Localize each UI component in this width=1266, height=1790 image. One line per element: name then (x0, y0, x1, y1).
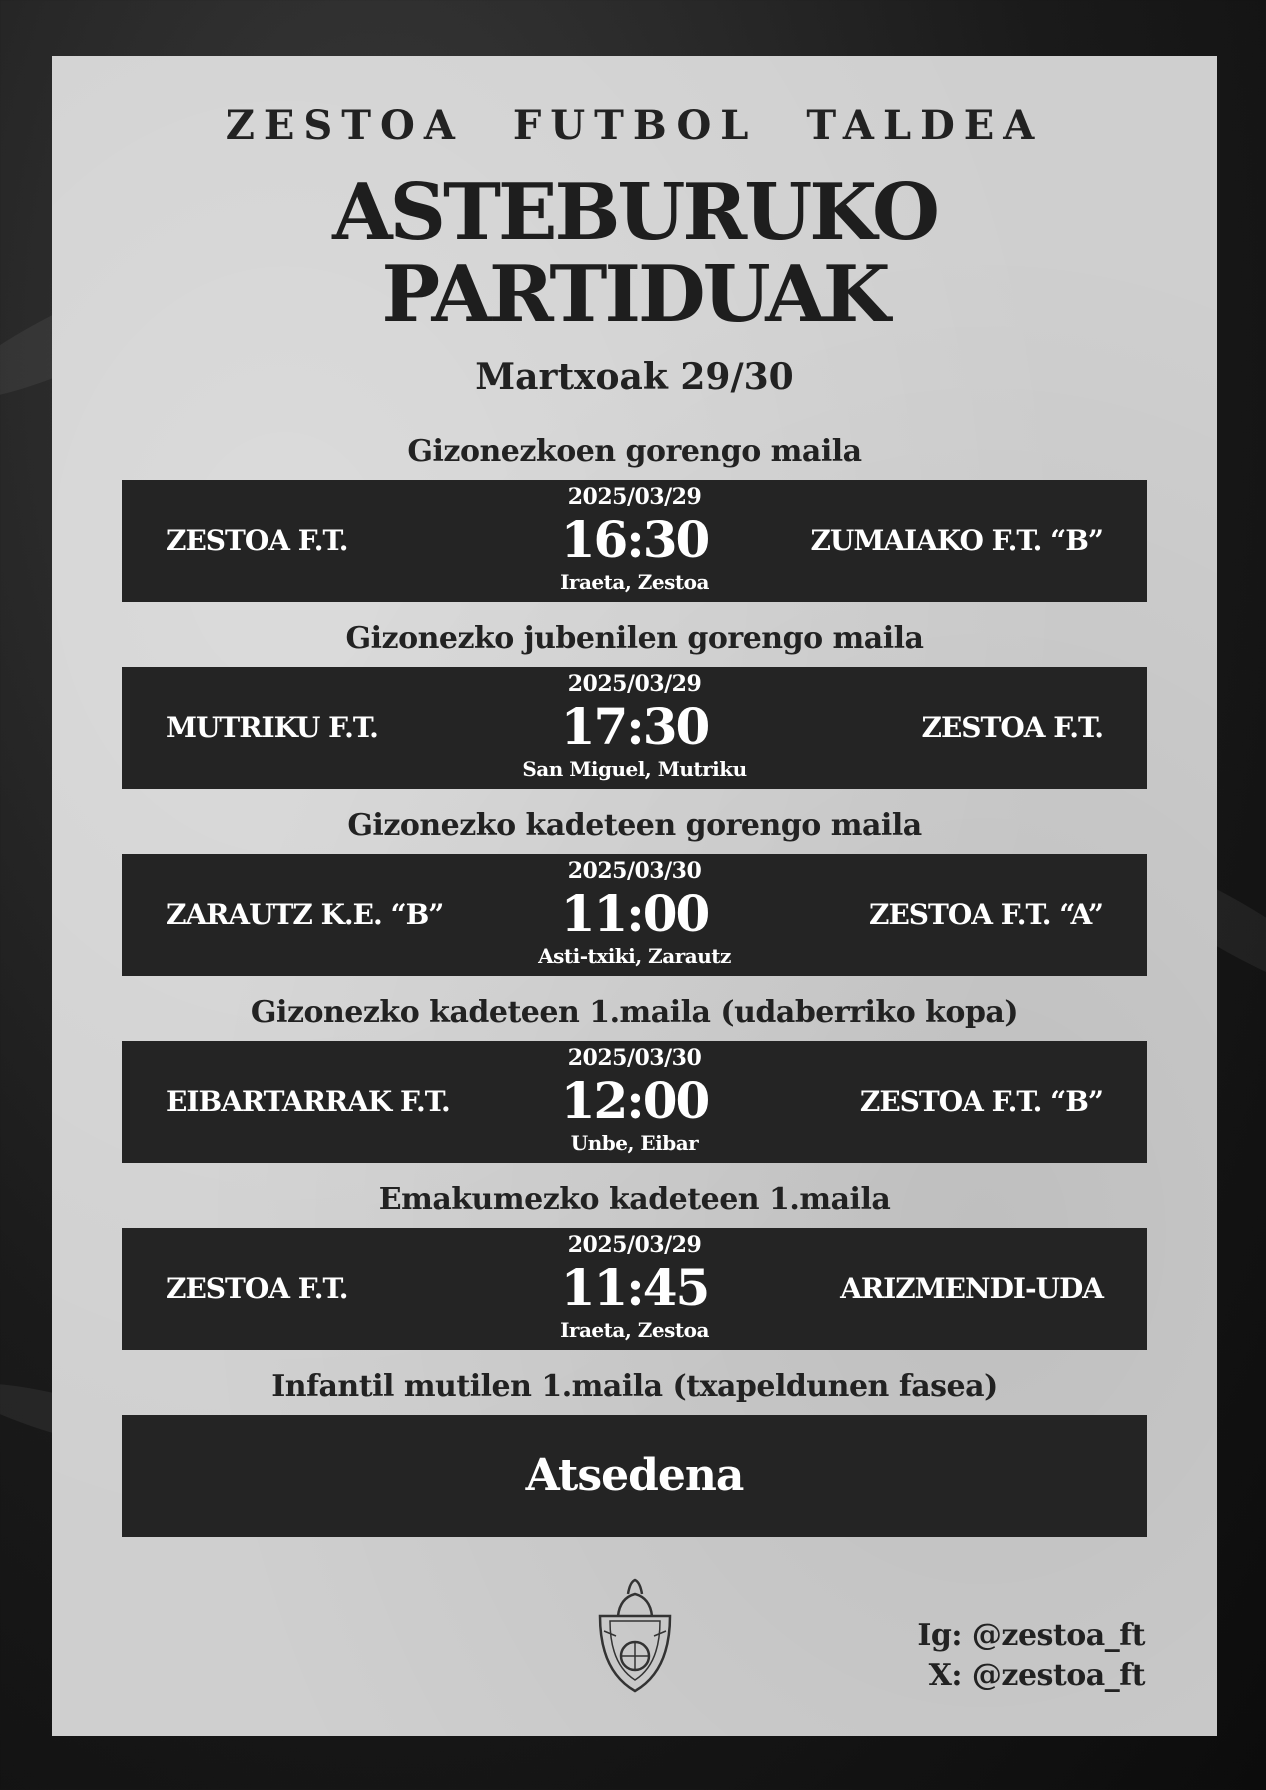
match-time: 11:45 (560, 1258, 709, 1317)
away-team: ZUMAIAKO F.T. “B” (810, 524, 1103, 557)
match-time: 16:30 (560, 510, 709, 569)
category-title: Gizonezko kadeteen gorengo maila (347, 808, 922, 843)
match-card (122, 1041, 1147, 1163)
match-card (122, 667, 1147, 789)
away-team: ZESTOA F.T. “A” (869, 898, 1103, 931)
match-venue: Asti-txiki, Zarautz (538, 944, 731, 968)
category-title: Gizonezko jubenilen gorengo maila (345, 621, 924, 656)
home-team: MUTRIKU F.T. (166, 711, 378, 744)
match-date: 2025/03/29 (567, 671, 702, 697)
x-handle: X: @zestoa_ft (928, 1658, 1145, 1693)
rest-card (122, 1415, 1147, 1537)
category-title: Emakumezko kadeteen 1.maila (378, 1182, 891, 1217)
weekend-dates: Martxoak 29/30 (475, 356, 794, 398)
match-date: 2025/03/29 (567, 1232, 702, 1258)
match-date: 2025/03/30 (567, 1045, 702, 1071)
match-date: 2025/03/30 (567, 858, 702, 884)
match-date: 2025/03/29 (567, 484, 702, 510)
match-venue: Iraeta, Zestoa (560, 1318, 709, 1342)
away-team: ZESTOA F.T. (921, 711, 1103, 744)
social-handles (917, 1616, 1145, 1696)
match-venue: Iraeta, Zestoa (560, 570, 709, 594)
home-team: ZESTOA F.T. (166, 524, 348, 557)
category-title: Gizonezko kadeteen 1.maila (udaberriko kopa) (250, 995, 1019, 1030)
instagram-handle: Ig: @zestoa_ft (917, 1618, 1145, 1653)
match-card (122, 480, 1147, 602)
away-team: ARIZMENDI-UDA (840, 1272, 1103, 1305)
poster-panel (52, 56, 1217, 1736)
match-time: 12:00 (560, 1071, 709, 1130)
match-time: 11:00 (560, 884, 709, 943)
category-title: Infantil mutilen 1.maila (txapeldunen fasea) (271, 1369, 998, 1404)
home-team: ZESTOA F.T. (166, 1272, 348, 1305)
page-title-line-1: ASTEBURUKO (332, 167, 937, 258)
away-team: ZESTOA F.T. “B” (859, 1085, 1103, 1118)
rest-label: Atsedena (525, 1450, 744, 1501)
match-card (122, 854, 1147, 976)
match-venue: Unbe, Eibar (570, 1131, 699, 1155)
home-team: EIBARTARRAK F.T. (166, 1085, 450, 1118)
match-venue: San Miguel, Mutriku (522, 757, 747, 781)
category-title: Gizonezkoen gorengo maila (407, 434, 862, 469)
match-time: 17:30 (560, 697, 709, 756)
home-team: ZARAUTZ K.E. “B” (166, 898, 444, 931)
page-title-line-2: PARTIDUAK (381, 249, 888, 340)
club-crest-icon (590, 1576, 680, 1696)
match-card (122, 1228, 1147, 1350)
club-name: ZESTOA FUTBOL TALDEA (225, 102, 1044, 149)
